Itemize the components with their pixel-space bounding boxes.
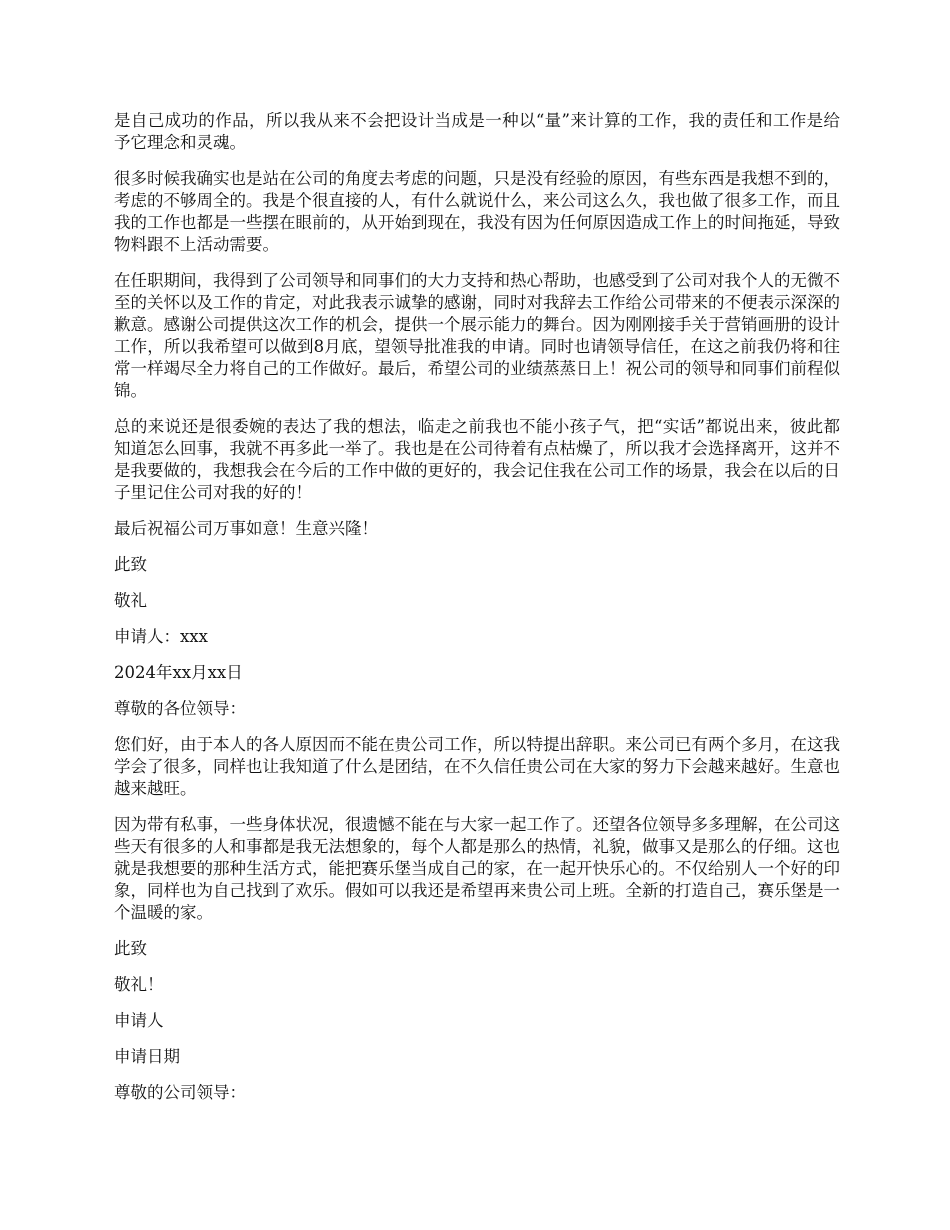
- closing-jingli: 敬礼: [114, 591, 147, 610]
- salutation-leaders: 尊敬的各位领导：: [114, 699, 246, 718]
- document-page: [114, 110, 840, 1118]
- paragraph-design-work: 是自己成功的作品，所以我从来不会把设计当成是一种以“量”来计算的工作，我的责任和工作是给予它理念和灵魂。: [114, 111, 840, 152]
- application-date-label: 申请日期: [114, 1047, 180, 1066]
- closing-cizhi-2: 此致: [114, 939, 147, 958]
- paragraph-resignation-intro: 您们好，由于本人的各人原因而不能在贵公司工作，所以特提出辞职。来公司已有两个多月，在这我学会了很多，同样也让我知道了什么是团结，在不久信任贵公司在大家的努力下会越来越好。生意也越来越旺。: [114, 735, 840, 798]
- applicant-line: 申请人：xxx: [114, 627, 208, 646]
- paragraph-personal-reasons: 因为带有私事，一些身体状况，很遗憾不能在与大家一起工作了。还望各位领导多多理解，在公司这些天有很多的人和事都是我无法想象的，每个人都是那么的热情，礼貌，做事又是那么的仔细。这也就是我想要的那种生活方式，能把赛乐堡当成自己的家，在一起开快乐心的。不仅给别人一个好的印象，同样也为自己找到了欢乐。假如可以我还是希望再来贵公司上班。全新的打造自己，赛乐堡是一个温暖的家。: [114, 815, 840, 922]
- closing-cizhi: 此致: [114, 555, 147, 574]
- date-line: 2024年xx月xx日: [114, 663, 243, 682]
- closing-jingli-2: 敬礼！: [114, 975, 164, 994]
- salutation-company-leaders: 尊敬的公司领导：: [114, 1083, 246, 1102]
- paragraph-company-perspective: 很多时候我确实也是站在公司的角度去考虑的问题，只是没有经验的原因，有些东西是我想不到的，考虑的不够周全的。我是个很直接的人，有什么就说什么，来公司这么久，我也做了很多工作，而且我的工作也都是一些摆在眼前的，从开始到现在，我没有因为任何原因造成工作上的时间拖延，导致物料跟不上活动需要。: [114, 169, 840, 254]
- paragraph-summary: 总的来说还是很委婉的表达了我的想法，临走之前我也不能小孩子气，把“实话”都说出来，彼此都知道怎么回事，我就不再多此一举了。我也是在公司待着有点枯燥了，所以我才会选择离开，这并不是我要做的，我想我会在今后的工作中做的更好的，我会记住我在公司工作的场景，我会在以后的日子里记住公司对我的好的！: [114, 417, 840, 502]
- applicant-label: 申请人: [114, 1011, 164, 1030]
- paragraph-blessing: 最后祝福公司万事如意！生意兴隆！: [114, 519, 378, 538]
- paragraph-gratitude: 在任职期间，我得到了公司领导和同事们的大力支持和热心帮助，也感受到了公司对我个人的无微不至的关怀以及工作的肯定，对此我表示诚挚的感谢，同时对我辞去工作给公司带来的不便表示深深的歉意。感谢公司提供这次工作的机会，提供一个展示能力的舞台。因为刚刚接手关于营销画册的设计工作，所以我希望可以做到8月底，望领导批准我的申请。同时也请领导信任，在这之前我仍将和往常一样竭尽全力将自己的工作做好。最后，希望公司的业绩蒸蒸日上！祝公司的领导和同事们前程似锦。: [114, 271, 840, 400]
